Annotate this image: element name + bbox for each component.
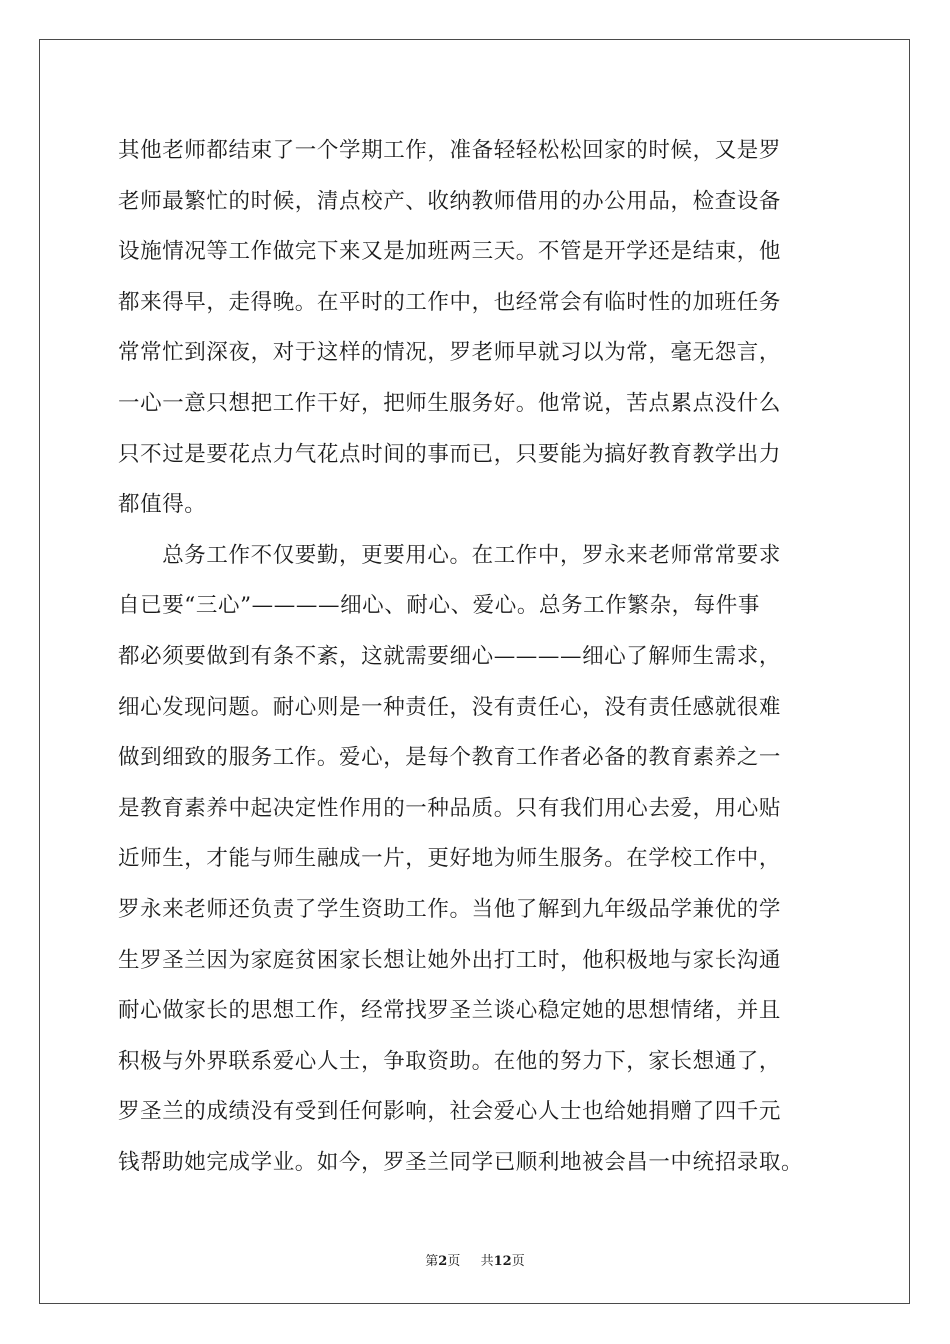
- text-line: 积极与外界联系爱心人士，争取资助。在他的努力下，家长想通了，: [118, 1048, 782, 1074]
- text-line: 钱帮助她完成学业。如今，罗圣兰同学已顺利地被会昌一中统招录取。: [118, 1149, 804, 1175]
- page-footer: [0, 1254, 950, 1270]
- text-line: 细心发现问题。耐心则是一种责任，没有责任心，没有责任感就很难: [118, 694, 782, 720]
- page-suffix: 页: [447, 1254, 461, 1269]
- text-line: 都来得早，走得晚。在平时的工作中，也经常会有临时性的加班任务: [118, 289, 782, 315]
- text-line: 罗圣兰的成绩没有受到任何影响，社会爱心人士也给她捐赠了四千元: [118, 1099, 782, 1125]
- total-prefix: 共: [480, 1254, 494, 1269]
- total-suffix: 页: [511, 1254, 525, 1269]
- text-line: 都值得。: [118, 492, 207, 518]
- text-line: 都必须要做到有条不紊，这就需要细心————细心了解师生需求，: [118, 643, 782, 669]
- text-line: 老师最繁忙的时候，清点校产、收纳教师借用的办公用品，检查设备: [118, 188, 782, 214]
- text-line: 总务工作不仅要勤，更要用心。在工作中，罗永来老师常常要求: [118, 542, 782, 568]
- text-line: 自已要“三心”————细心、耐心、爱心。总务工作繁杂，每件事: [118, 593, 760, 619]
- text-line: 是教育素养中起决定性作用的一种品质。只有我们用心去爱，用心贴: [118, 795, 782, 821]
- document-body: [118, 126, 858, 1188]
- text-line: 只不过是要花点力气花点时间的事而已，只要能为搞好教育教学出力: [118, 441, 782, 467]
- text-line: 近师生，才能与师生融成一片，更好地为师生服务。在学校工作中，: [118, 846, 782, 872]
- text-line: 其他老师都结束了一个学期工作，准备轻轻松松回家的时候，又是罗: [118, 138, 782, 163]
- page-number: 2: [438, 1254, 448, 1269]
- text-line: 耐心做家长的思想工作，经常找罗圣兰谈心稳定她的思想情绪，并且: [118, 998, 782, 1024]
- text-line: 生罗圣兰因为家庭贫困家长想让她外出打工时，他积极地与家长沟通: [118, 947, 782, 973]
- page-number-label: [425, 1254, 460, 1270]
- text-line: 设施情况等工作做完下来又是加班两三天。不管是开学还是结束，他: [118, 239, 782, 265]
- text-line: 常常忙到深夜，对于这样的情况，罗老师早就习以为常，毫无怨言，: [118, 340, 782, 366]
- text-line: 做到细致的服务工作。爱心，是每个教育工作者必备的教育素养之一: [118, 745, 782, 771]
- page-prefix: 第: [425, 1254, 439, 1269]
- text-line: 一心一意只想把工作干好，把师生服务好。他常说，苦点累点没什么: [118, 390, 782, 416]
- text-line: 罗永来老师还负责了学生资助工作。当他了解到九年级品学兼优的学: [118, 896, 782, 922]
- total-pages: 12: [493, 1254, 512, 1269]
- total-pages-label: [481, 1254, 525, 1270]
